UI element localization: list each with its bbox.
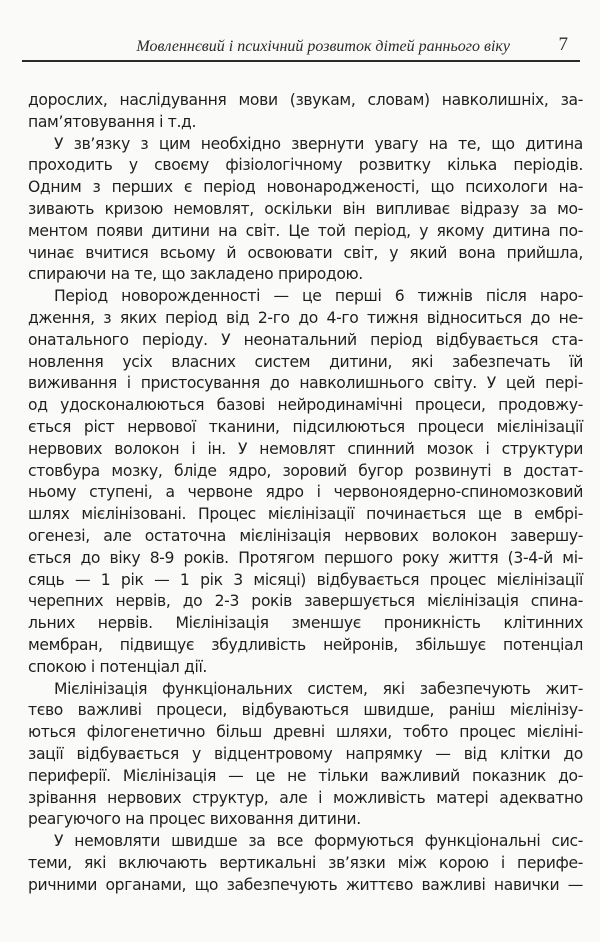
paragraph	[28, 286, 583, 678]
text-line: черепних нервів, до 2-3 років завершується мієлінізація спина-	[28, 592, 583, 611]
text-line: сяць — 1 рік — 1 рік 3 місяці) відбувається процес мієлінізації	[28, 570, 583, 589]
text-line: стовбура мозку, бліде ядро, зоровий бугор розвинуті в достат-	[28, 461, 583, 480]
paragraph	[28, 831, 583, 896]
text-line: периферії. Мієлінізація — це не тільки важливий показник до-	[28, 766, 583, 785]
page-number: 7	[558, 34, 568, 55]
text-line: огенезі, але остаточна мієлінізація нервових волокон завершу-	[28, 526, 583, 545]
text-line: шлях мієлінізовані. Процес мієлінізації починається ще в ембрі-	[28, 505, 583, 524]
running-header	[22, 34, 580, 62]
text-line: чинає вчитися всьому й освоювати світ, у який вона прийшла,	[28, 243, 583, 262]
text-line: тєво важливі процеси, відбуваються швидше, раніш мієлінізу-	[28, 701, 583, 720]
text-line: ричними органами, що забезпечують життєво важливі навички —	[28, 875, 583, 894]
text-line: ються філогенетично більш древні шляхи, тобто процес мієліні-	[28, 723, 583, 742]
text-line: У зв’язку з цим необхідно звернути увагу на те, що дитина	[54, 134, 583, 153]
text-line: проходить у своєму фізіологічному розвитку кілька періодів.	[28, 156, 583, 175]
text-line: новлення усіх власних систем дитини, які забезпечать їй	[28, 352, 583, 371]
text-line: спокою і потенціал дії.	[28, 657, 208, 676]
text-line: мембран, підвищує збудливість нейронів, збільшує потенціал	[28, 635, 583, 654]
text-line: льних нервів. Мієлінізація зменшує проникність клітинних	[28, 614, 583, 633]
text-line: Мієлінізація функціональних систем, які забезпечують жит-	[54, 679, 583, 698]
text-line: теми, які включають вертикальні зв’язки між корою і перифе-	[28, 853, 583, 872]
text-line: спираючи на те, що закладено природою.	[28, 265, 363, 284]
text-line: Період новорожденності — це перші 6 тижнів після наро-	[54, 287, 583, 306]
text-line: реагуючого на процес виховання дитини.	[28, 810, 361, 829]
paragraph	[28, 90, 583, 134]
text-line: Одним з перших є період новонародженості, що психологи на-	[28, 178, 583, 197]
text-line: зивають кризою немовлят, оскільки він випливає відразу за мо-	[28, 199, 583, 218]
text-line: онатального періоду. У неонатальний період відбувається ста-	[28, 330, 583, 349]
text-line: зрівання нервових структур, але і можливість матері адекватно	[28, 788, 583, 807]
body-text	[28, 90, 583, 896]
text-line: ньому ступені, а червоне ядро і червоноядерно-спиномозковий	[28, 483, 583, 502]
text-line: зації відбувається у відцентровому напрямку — від клітки до	[28, 744, 583, 763]
text-line: дження, з яких період від 2-го до 4-го тижня відноситься до не-	[28, 308, 583, 327]
text-line: нервових волокон і ін. У немовлят спинний мозок і структури	[28, 439, 583, 458]
text-line: ється ріст нервової тканини, підсилюються процеси мієлінізації	[28, 417, 583, 436]
paragraph	[28, 679, 583, 832]
text-line: ється до віку 8-9 років. Протягом першого року життя (3-4-й мі-	[28, 548, 583, 567]
running-title: Мовленнєвий і психічний розвиток дітей раннього віку	[136, 38, 510, 55]
text-line: ментом появи дитини на світ. Це той період, у якому дитина по-	[28, 221, 583, 240]
text-line: од удосконалюються базові нейродинамічні процеси, продовжу-	[28, 396, 583, 415]
text-line: У немовляти швидше за все формуються функціональні сис-	[54, 832, 583, 851]
text-line: виживання і пристосування до навколишнього світу. У цей пері-	[28, 374, 583, 393]
text-line: дорослих, наслідування мови (звукам, словам) навколишніх, за-	[28, 91, 583, 109]
text-line: пам’ятовування і т.д.	[28, 112, 197, 131]
paragraph	[28, 134, 583, 287]
